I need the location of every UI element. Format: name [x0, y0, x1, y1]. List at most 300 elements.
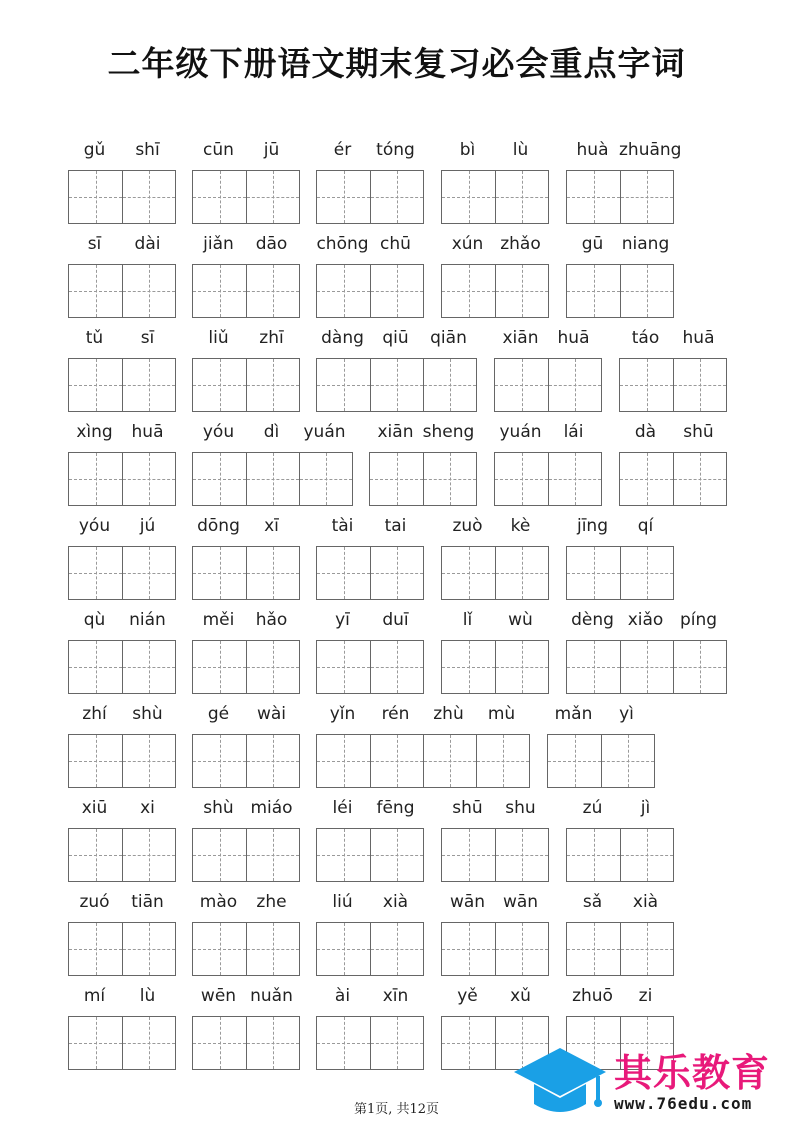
tianzige-box[interactable] [620, 923, 673, 975]
word-item [441, 515, 547, 605]
tianzige-box[interactable] [476, 735, 529, 787]
pinyin-label: shù [203, 798, 234, 818]
tianzige-box[interactable] [620, 265, 673, 317]
pinyin-label: zú [582, 798, 603, 818]
pinyin-label: xiū [81, 798, 108, 818]
tianzige-box[interactable] [122, 453, 175, 505]
writing-boxes [68, 358, 176, 412]
pinyin-label: dāo [255, 234, 288, 254]
writing-boxes [566, 264, 674, 318]
word-item [441, 233, 547, 323]
tianzige-box[interactable] [370, 641, 423, 693]
writing-boxes [566, 170, 674, 224]
pinyin-label: jū [263, 140, 280, 160]
writing-boxes [68, 170, 176, 224]
tianzige-box[interactable] [317, 359, 370, 411]
tianzige-box[interactable] [193, 453, 246, 505]
tianzige-box[interactable] [567, 171, 620, 223]
pinyin-label: tǔ [85, 328, 104, 348]
pinyin-label: dà [634, 422, 657, 442]
tianzige-box[interactable] [122, 829, 175, 881]
pinyin-label: shū [683, 422, 714, 442]
tianzige-box[interactable] [548, 359, 601, 411]
word-row [0, 797, 793, 887]
pinyin-label: xi [140, 798, 155, 818]
tianzige-box[interactable] [122, 735, 175, 787]
pinyin-label: zhuō [572, 986, 613, 1006]
tianzige-box[interactable] [69, 265, 122, 317]
tianzige-box[interactable] [370, 735, 423, 787]
pinyin-label: wān [502, 892, 539, 912]
writing-boxes [192, 264, 300, 318]
tianzige-box[interactable] [299, 453, 352, 505]
word-item [566, 139, 682, 229]
tianzige-box[interactable] [246, 735, 299, 787]
word-item [316, 327, 475, 417]
pinyin-label: gé [207, 704, 230, 724]
tianzige-box[interactable] [69, 453, 122, 505]
writing-boxes [68, 1016, 176, 1070]
pinyin-label: qù [83, 610, 106, 630]
pinyin-label: dì [263, 422, 280, 442]
word-item [68, 609, 174, 699]
writing-boxes [68, 264, 176, 318]
pinyin-label: wēn [200, 986, 237, 1006]
pinyin-label: lù [512, 140, 529, 160]
pinyin-label: zhí [82, 704, 107, 724]
writing-boxes [316, 1016, 424, 1070]
pinyin-label: wài [256, 704, 287, 724]
word-item [566, 233, 672, 323]
tianzige-box[interactable] [246, 923, 299, 975]
pinyin-label: miáo [250, 798, 293, 818]
writing-boxes [566, 828, 674, 882]
pinyin-label: tài [331, 516, 354, 536]
tianzige-box[interactable] [122, 641, 175, 693]
tianzige-box[interactable] [317, 735, 370, 787]
word-item [68, 233, 174, 323]
pinyin-label: dōng [197, 516, 240, 536]
pinyin-label: yuán [303, 422, 346, 442]
pinyin-label: xún [451, 234, 484, 254]
pinyin-label: liú [332, 892, 353, 912]
word-item [316, 797, 422, 887]
writing-boxes [316, 828, 424, 882]
tianzige-box[interactable] [122, 1017, 175, 1069]
tianzige-box[interactable] [442, 171, 495, 223]
writing-boxes [192, 358, 300, 412]
pinyin-label: tai [384, 516, 407, 536]
pinyin-label: ér [333, 140, 352, 160]
pinyin-label: yì [619, 704, 634, 724]
word-item [68, 891, 174, 981]
pinyin-label: jīng [576, 516, 608, 536]
tianzige-box[interactable] [495, 547, 548, 599]
pinyin-label: zhuāng [619, 140, 682, 160]
tianzige-box[interactable] [317, 265, 370, 317]
tianzige-box[interactable] [193, 923, 246, 975]
writing-boxes [316, 922, 424, 976]
tianzige-box[interactable] [620, 641, 673, 693]
writing-boxes [68, 922, 176, 976]
tianzige-box[interactable] [122, 171, 175, 223]
tianzige-box[interactable] [495, 923, 548, 975]
tianzige-box[interactable] [370, 359, 423, 411]
tianzige-box[interactable] [122, 265, 175, 317]
tianzige-box[interactable] [567, 547, 620, 599]
tianzige-box[interactable] [69, 735, 122, 787]
pinyin-label: zuò [452, 516, 483, 536]
writing-boxes [316, 640, 424, 694]
word-row [0, 703, 793, 793]
tianzige-box[interactable] [495, 453, 548, 505]
tianzige-box[interactable] [423, 735, 476, 787]
tianzige-box[interactable] [317, 171, 370, 223]
pinyin-label: gū [581, 234, 604, 254]
word-item [192, 515, 298, 605]
pinyin-label: mǎn [554, 704, 593, 724]
pinyin-label: liǔ [208, 328, 229, 348]
word-row [0, 327, 793, 417]
pinyin-label: dài [134, 234, 161, 254]
word-item [316, 233, 422, 323]
pinyin-label: qí [637, 516, 654, 536]
writing-boxes [68, 452, 176, 506]
word-item [316, 703, 528, 793]
tianzige-box[interactable] [495, 829, 548, 881]
tianzige-box[interactable] [317, 923, 370, 975]
pinyin-label: xiǎo [627, 610, 664, 630]
pinyin-label: yuán [499, 422, 542, 442]
writing-boxes [441, 640, 549, 694]
tianzige-box[interactable] [246, 641, 299, 693]
page-number: 第1页, 共12页 [353, 1102, 440, 1117]
page-title: 二年级下册语文期末复习必会重点字词 [107, 44, 686, 83]
word-item [192, 609, 298, 699]
pinyin-label: huā [557, 328, 590, 348]
tianzige-box[interactable] [69, 171, 122, 223]
tianzige-box[interactable] [620, 829, 673, 881]
pinyin-label: qiān [430, 328, 467, 348]
pinyin-label: huà [576, 140, 609, 160]
word-item [316, 891, 422, 981]
word-item [619, 327, 725, 417]
tianzige-box[interactable] [442, 829, 495, 881]
pinyin-label: yóu [202, 422, 235, 442]
word-item [441, 139, 547, 229]
tianzige-box[interactable] [620, 171, 673, 223]
writing-boxes [619, 452, 727, 506]
tianzige-box[interactable] [193, 735, 246, 787]
word-item [192, 797, 298, 887]
writing-boxes [441, 828, 549, 882]
pinyin-label: huā [682, 328, 715, 348]
tianzige-box[interactable] [370, 171, 423, 223]
pinyin-label: hǎo [255, 610, 288, 630]
word-row [0, 233, 793, 323]
writing-boxes [547, 734, 655, 788]
word-item [192, 233, 298, 323]
tianzige-box[interactable] [246, 359, 299, 411]
word-row [0, 139, 793, 229]
tianzige-box[interactable] [317, 547, 370, 599]
tianzige-box[interactable] [673, 453, 726, 505]
tianzige-box[interactable] [317, 641, 370, 693]
writing-boxes [494, 358, 602, 412]
word-item [316, 139, 422, 229]
tianzige-box[interactable] [673, 359, 726, 411]
word-item [68, 703, 174, 793]
tianzige-box[interactable] [69, 641, 122, 693]
pinyin-label: xiān [377, 422, 414, 442]
tianzige-box[interactable] [495, 265, 548, 317]
pinyin-label: wān [449, 892, 486, 912]
writing-boxes [68, 734, 176, 788]
tianzige-box[interactable] [246, 829, 299, 881]
pinyin-label: xiān [502, 328, 539, 348]
writing-boxes [441, 264, 549, 318]
writing-boxes [566, 922, 674, 976]
tianzige-box[interactable] [193, 641, 246, 693]
word-item [68, 797, 174, 887]
tianzige-box[interactable] [620, 453, 673, 505]
tianzige-box[interactable] [69, 547, 122, 599]
word-item [68, 139, 174, 229]
tianzige-box[interactable] [193, 547, 246, 599]
writing-boxes [316, 734, 530, 788]
pinyin-label: sǎ [582, 892, 603, 912]
pinyin-label: zhī [259, 328, 284, 348]
pinyin-label: jì [640, 798, 651, 818]
tianzige-box[interactable] [423, 453, 476, 505]
pinyin-label: xǔ [510, 986, 531, 1006]
tianzige-box[interactable] [567, 829, 620, 881]
writing-boxes [441, 170, 549, 224]
pinyin-label: xī [264, 516, 279, 536]
pinyin-label: fēng [376, 798, 415, 818]
word-item [316, 515, 422, 605]
pinyin-label: gǔ [83, 140, 106, 160]
writing-boxes [192, 922, 300, 976]
tianzige-box[interactable] [620, 547, 673, 599]
logo-text: 其乐教育 [614, 1051, 771, 1095]
writing-boxes [192, 640, 300, 694]
word-item [68, 985, 174, 1075]
pinyin-label: cūn [203, 140, 234, 160]
tianzige-box[interactable] [495, 641, 548, 693]
pinyin-label: tiān [131, 892, 164, 912]
writing-boxes [494, 452, 602, 506]
pinyin-label: shū [452, 798, 483, 818]
pinyin-label: sī [87, 234, 102, 254]
tianzige-box[interactable] [193, 265, 246, 317]
pinyin-label: qiū [382, 328, 409, 348]
word-row [0, 515, 793, 605]
tianzige-box[interactable] [122, 923, 175, 975]
pinyin-label: nuǎn [250, 986, 293, 1006]
writing-boxes [441, 546, 549, 600]
word-row [0, 421, 793, 511]
word-item [494, 327, 600, 417]
pinyin-label: lǐ [462, 610, 473, 630]
tianzige-box[interactable] [317, 829, 370, 881]
pinyin-label: mí [83, 986, 106, 1006]
pinyin-label: dàng [321, 328, 364, 348]
pinyin-label: wù [508, 610, 533, 630]
word-item [547, 703, 653, 793]
pinyin-label: xīn [382, 986, 409, 1006]
pinyin-label: yǐn [329, 704, 356, 724]
writing-boxes [566, 640, 727, 694]
pinyin-label: shù [132, 704, 163, 724]
pinyin-label: měi [202, 610, 235, 630]
tianzige-box[interactable] [122, 547, 175, 599]
writing-boxes [192, 828, 300, 882]
tianzige-box[interactable] [193, 829, 246, 881]
tianzige-box[interactable] [442, 923, 495, 975]
tianzige-box[interactable] [246, 547, 299, 599]
word-item [441, 609, 547, 699]
pinyin-label: chōng [316, 234, 369, 254]
writing-boxes [316, 264, 424, 318]
tianzige-box[interactable] [69, 359, 122, 411]
pinyin-label: ài [334, 986, 351, 1006]
word-item [192, 327, 298, 417]
tianzige-box[interactable] [495, 171, 548, 223]
writing-boxes [192, 546, 300, 600]
tianzige-box[interactable] [69, 829, 122, 881]
pinyin-label: yī [335, 610, 350, 630]
writing-boxes [619, 358, 727, 412]
pinyin-label: chū [380, 234, 411, 254]
tianzige-box[interactable] [673, 641, 726, 693]
word-item [192, 985, 298, 1075]
word-item [441, 797, 547, 887]
tianzige-box[interactable] [122, 359, 175, 411]
word-item [619, 421, 725, 511]
writing-boxes [192, 1016, 300, 1070]
writing-boxes [192, 170, 300, 224]
tianzige-box[interactable] [193, 359, 246, 411]
tianzige-box[interactable] [246, 171, 299, 223]
logo-url: www.76edu.com [614, 1094, 753, 1113]
writing-boxes [566, 546, 674, 600]
pinyin-label: sheng [422, 422, 475, 442]
word-item [68, 515, 174, 605]
tianzige-box[interactable] [442, 641, 495, 693]
tianzige-box[interactable] [442, 265, 495, 317]
pinyin-label: kè [510, 516, 531, 536]
pinyin-label: shī [135, 140, 160, 160]
pinyin-label: shu [505, 798, 536, 818]
word-item [566, 891, 672, 981]
word-item [192, 703, 298, 793]
pinyin-label: xià [382, 892, 409, 912]
writing-boxes [68, 640, 176, 694]
word-item [441, 891, 547, 981]
writing-boxes [369, 452, 477, 506]
pinyin-label: léi [332, 798, 353, 818]
tianzige-box[interactable] [246, 453, 299, 505]
pinyin-label: dèng [571, 610, 614, 630]
pinyin-label: táo [631, 328, 660, 348]
tianzige-box[interactable] [370, 1017, 423, 1069]
tianzige-box[interactable] [69, 923, 122, 975]
pinyin-label: yóu [78, 516, 111, 536]
tianzige-box[interactable] [370, 265, 423, 317]
word-item [68, 421, 174, 511]
tianzige-box[interactable] [567, 265, 620, 317]
pinyin-label: tóng [376, 140, 415, 160]
pinyin-label: huā [131, 422, 164, 442]
tianzige-box[interactable] [548, 453, 601, 505]
word-item [316, 985, 422, 1075]
tianzige-box[interactable] [442, 547, 495, 599]
pinyin-label: lù [139, 986, 156, 1006]
tianzige-box[interactable] [193, 171, 246, 223]
graduation-cap-icon [510, 1042, 610, 1120]
pinyin-label: xìng [76, 422, 113, 442]
word-item [566, 609, 725, 699]
pinyin-label: lái [563, 422, 584, 442]
pinyin-label: duī [382, 610, 409, 630]
tianzige-box[interactable] [370, 829, 423, 881]
pinyin-label: mào [199, 892, 238, 912]
tianzige-box[interactable] [495, 359, 548, 411]
pinyin-label: zuó [79, 892, 110, 912]
tianzige-box[interactable] [193, 1017, 246, 1069]
tianzige-box[interactable] [246, 265, 299, 317]
word-item [369, 421, 475, 511]
tianzige-box[interactable] [370, 547, 423, 599]
tianzige-box[interactable] [370, 923, 423, 975]
pinyin-label: bì [459, 140, 476, 160]
word-row [0, 891, 793, 981]
word-item [192, 891, 298, 981]
tianzige-box[interactable] [442, 1017, 495, 1069]
tianzige-box[interactable] [601, 735, 654, 787]
tianzige-box[interactable] [246, 1017, 299, 1069]
writing-boxes [441, 922, 549, 976]
word-item [316, 609, 422, 699]
word-item [192, 421, 351, 511]
word-row [0, 609, 793, 699]
tianzige-box[interactable] [69, 1017, 122, 1069]
tianzige-box[interactable] [548, 735, 601, 787]
pinyin-label: niang [621, 234, 670, 254]
writing-boxes [192, 452, 353, 506]
tianzige-box[interactable] [620, 359, 673, 411]
tianzige-box[interactable] [423, 359, 476, 411]
tianzige-box[interactable] [370, 453, 423, 505]
writing-boxes [316, 546, 424, 600]
word-item [566, 515, 672, 605]
pinyin-label: xià [632, 892, 659, 912]
word-item [494, 421, 600, 511]
pinyin-label: zhe [256, 892, 287, 912]
pinyin-label: nián [129, 610, 166, 630]
logo [510, 1038, 793, 1122]
pinyin-label: mù [487, 704, 516, 724]
writing-boxes [316, 170, 424, 224]
pinyin-label: sī [140, 328, 155, 348]
pinyin-label: zhǎo [500, 234, 541, 254]
word-item [192, 139, 298, 229]
tianzige-box[interactable] [317, 1017, 370, 1069]
tianzige-box[interactable] [567, 641, 620, 693]
tianzige-box[interactable] [567, 923, 620, 975]
pinyin-label: jú [139, 516, 156, 536]
